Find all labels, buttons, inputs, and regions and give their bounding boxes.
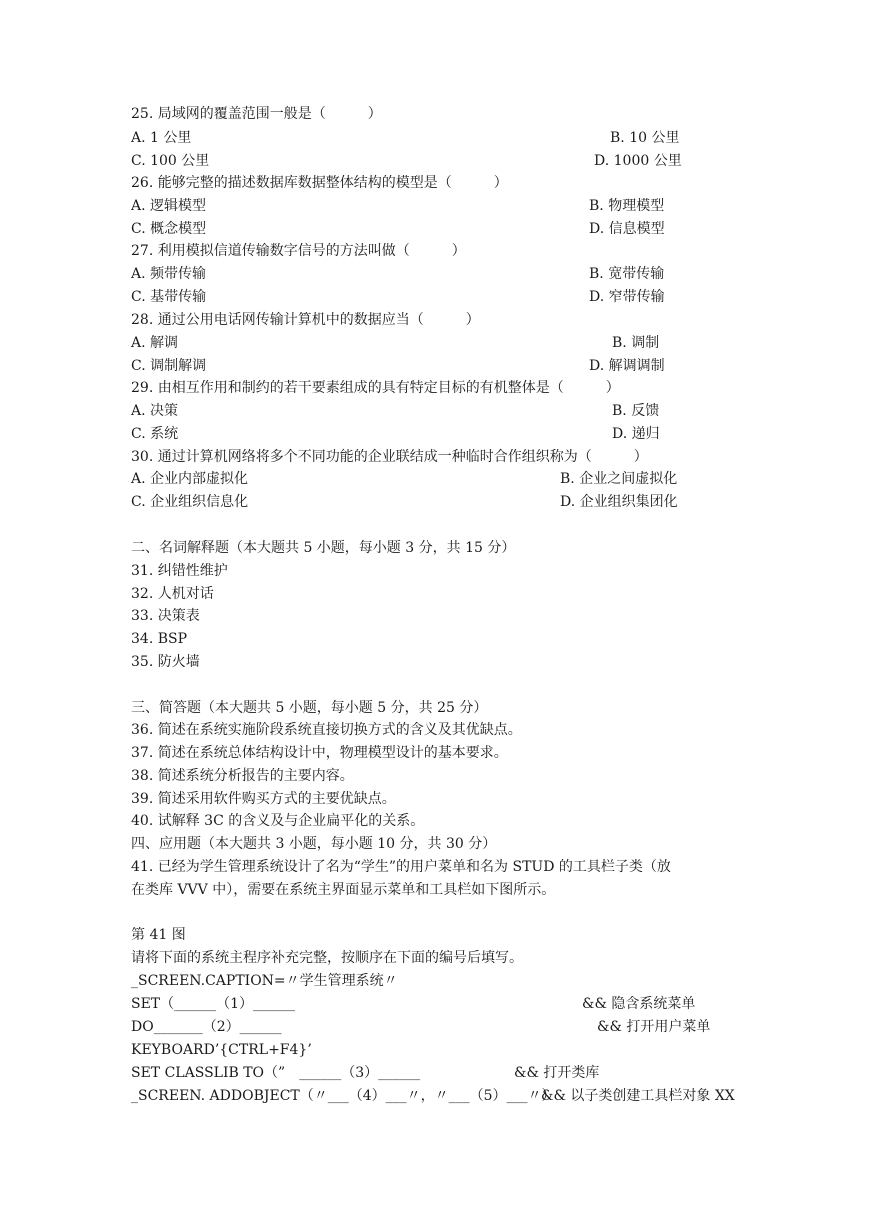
question-29-option-d: D. 递归 [612,426,660,442]
question-30-option-d: D. 企业组织集团化 [560,494,678,510]
section-2-heading: 二、名词解释题（本大题共 5 小题，每小题 3 分，共 15 分） [131,540,516,556]
application-41-line-2: 在类库 VVV 中），需要在系统主界面显示菜单和工具栏如下图所示。 [131,882,556,898]
term-item-32: 32. 人机对话 [131,586,214,602]
code-line-4: KEYBOARD’{CTRL+F4}’ [131,1042,312,1058]
term-item-35: 35. 防火墙 [131,654,200,670]
code-comment-5: && 打开类库 [514,1065,600,1081]
question-27-option-b: B. 宽带传输 [589,266,665,282]
fill-instruction: 请将下面的系统主程序补充完整，按顺序在下面的编号后填写。 [131,950,523,966]
term-item-34: 34. BSP [131,631,188,647]
question-26-option-c: C. 概念模型 [131,221,207,237]
code-line-1: _SCREEN.CAPTION=〃学生管理系统〃 [131,973,398,989]
code-line-3: DO_______（2）______ [131,1019,282,1035]
question-25-stem: 25. 局域网的覆盖范围一般是（ ） [131,106,382,122]
question-27-option-d: D. 窄带传输 [589,289,665,305]
question-29-stem: 29. 由相互作用和制约的若干要素组成的具有特定目标的有机整体是（ ） [131,380,620,396]
question-26-stem: 26. 能够完整的描述数据库数据整体结构的模型是（ ） [131,175,508,191]
question-25-option-b: B. 10 公里 [610,130,680,146]
question-26-option-d: D. 信息模型 [589,221,665,237]
question-25-option-d: D. 1000 公里 [594,153,682,169]
question-28-option-d: D. 解调调制 [589,358,665,374]
short-answer-39: 39. 简述采用软件购买方式的主要优缺点。 [131,791,396,807]
code-line-6: _SCREEN. ADDOBJECT（〃___（4）___〃，〃___（5）___〃） [131,1088,556,1104]
code-line-2: SET（______（1）______ [131,996,296,1012]
code-comment-3: && 打开用户菜单 [597,1019,711,1035]
code-comment-2: && 隐含系统菜单 [582,996,696,1012]
question-30-stem: 30. 通过计算机网络将多个不同功能的企业联结成一种临时合作组织称为（ ） [131,449,648,465]
application-41-line-1: 41. 已经为学生管理系统设计了名为“学生”的用户菜单和名为 STUD 的工具栏子类（放 [131,859,671,875]
question-26-option-a: A. 逻辑模型 [131,198,207,214]
code-line-5: SET CLASSLIB TO（” ______（3）______ [131,1065,421,1081]
question-28-option-a: A. 解调 [131,335,179,351]
question-30-option-a: A. 企业内部虚拟化 [131,471,249,487]
short-answer-37: 37. 简述在系统总体结构设计中，物理模型设计的基本要求。 [131,745,508,761]
question-29-option-a: A. 决策 [131,403,179,419]
figure-41-label: 第 41 图 [131,927,186,943]
question-27-option-c: C. 基带传输 [131,289,207,305]
question-28-option-b: B. 调制 [612,335,660,351]
question-25-option-a: A. 1 公里 [131,130,192,146]
question-30-option-c: C. 企业组织信息化 [131,494,249,510]
question-25-option-c: C. 100 公里 [131,153,210,169]
question-28-stem: 28. 通过公用电话网传输计算机中的数据应当（ ） [131,312,480,328]
question-26-option-b: B. 物理模型 [589,198,665,214]
short-answer-40: 40. 试解释 3C 的含义及与企业扁平化的关系。 [131,813,425,829]
code-comment-6: && 以子类创建工具栏对象 XX [541,1088,735,1104]
question-29-option-b: B. 反馈 [612,403,660,419]
short-answer-36: 36. 简述在系统实施阶段系统直接切换方式的含义及其优缺点。 [131,722,522,738]
question-27-option-a: A. 频带传输 [131,266,207,282]
question-29-option-c: C. 系统 [131,426,179,442]
question-27-stem: 27. 利用模拟信道传输数字信号的方法叫做（ ） [131,243,466,259]
term-item-31: 31. 纠错性维护 [131,563,228,579]
question-28-option-c: C. 调制解调 [131,358,207,374]
section-3-heading: 三、简答题（本大题共 5 小题，每小题 5 分，共 25 分） [131,700,488,716]
section-4-heading: 四、应用题（本大题共 3 小题，每小题 10 分，共 30 分） [131,836,497,852]
term-item-33: 33. 决策表 [131,608,200,624]
short-answer-38: 38. 简述系统分析报告的主要内容。 [131,768,354,784]
question-30-option-b: B. 企业之间虚拟化 [560,471,678,487]
